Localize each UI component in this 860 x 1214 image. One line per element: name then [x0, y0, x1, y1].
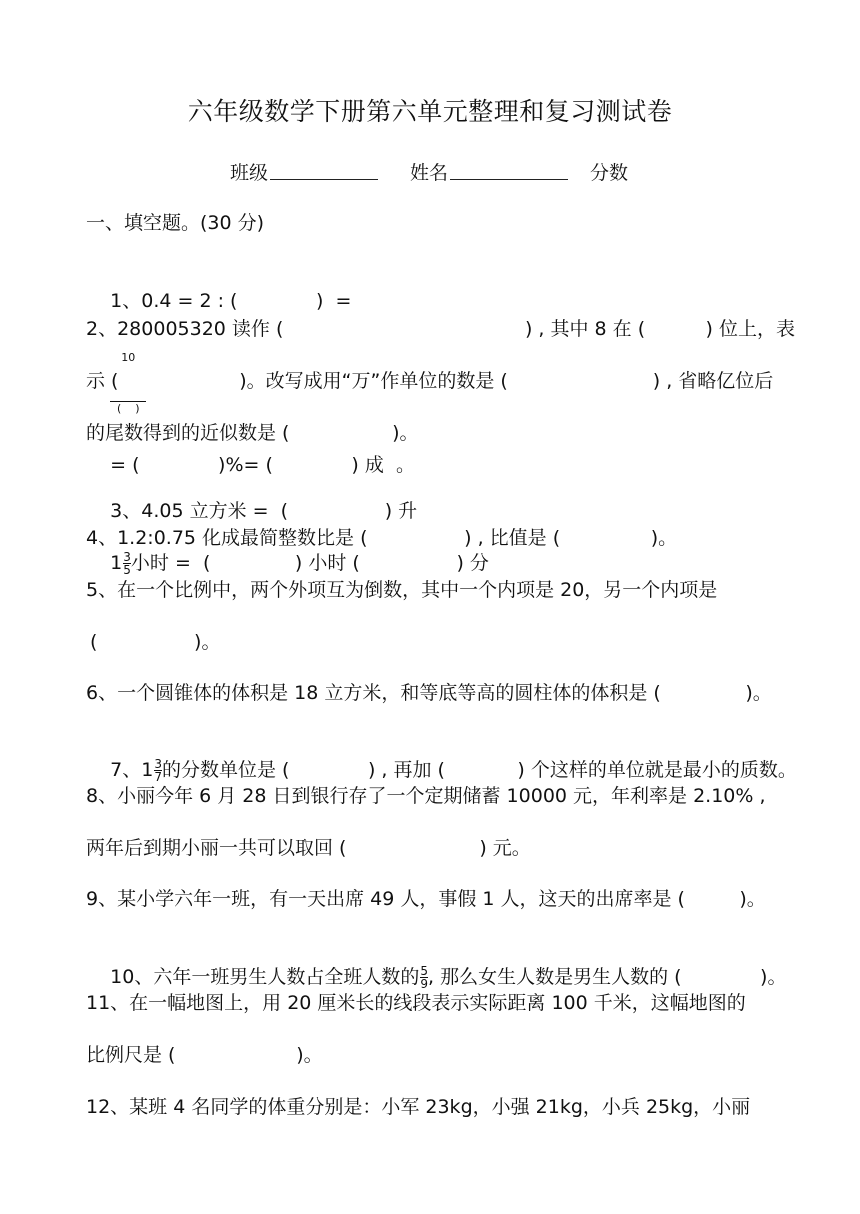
question-12: 12、某班 4 名同学的体重分别是：小军 23kg，小强 21kg，小兵 25kg，小丽	[86, 1096, 751, 1118]
question-6: 6、一个圆锥体的体积是 18 立方米，和等底等高的圆柱体的体积是 ( )。	[86, 682, 772, 704]
q3-frac-numerator: 3	[123, 550, 131, 564]
question-5-line-2: ( )。	[90, 631, 221, 653]
q7-part-b: 的分数单位是 ( ) , 再加 ( ) 个这样的单位就是最小的质数。	[162, 759, 797, 781]
q3-frac-denominator: 5	[123, 563, 131, 577]
section-heading: 一、填空题。(30 分)	[86, 212, 265, 234]
q10-fraction	[420, 965, 428, 990]
name-blank[interactable]	[450, 158, 568, 180]
question-2-line-2: 示 ( )。改写成用“万”作单位的数是 ( ) , 省略亿位后	[86, 370, 774, 392]
q10-part-a: 10、六年一班男生人数占全班人数的	[110, 966, 420, 988]
q3-part-b: 小时 = ( ) 小时 ( ) 分	[130, 552, 489, 574]
question-5-line-1: 5、在一个比例中，两个外项互为倒数，其中一个内项是 20，另一个内项是	[86, 579, 718, 601]
q1-frac-numerator: 10	[121, 351, 136, 364]
name-label: 姓名	[410, 162, 449, 184]
question-4: 4、1.2:0.75 化成最简整数比是 ( ) , 比值是 ( )。	[86, 527, 678, 549]
class-blank[interactable]	[270, 158, 378, 180]
question-8-line-1: 8、小丽今年 6 月 28 日到银行存了一个定期储蓄 10000 元，年利率是 2.10% ,	[86, 785, 766, 807]
question-11-line-2: 比例尺是 ( )。	[86, 1044, 323, 1066]
q1-part-a: 1、0.4 = 2 : ( ) =	[110, 290, 352, 312]
question-8-line-2: 两年后到期小丽一共可以取回 ( ) 元。	[86, 837, 531, 859]
question-2-line-3: 的尾数得到的近似数是 ( )。	[86, 422, 419, 444]
q7-frac-denominator: 7	[154, 770, 162, 784]
q10-frac-numerator: 5	[420, 964, 428, 978]
q7-part-a: 7、1	[110, 759, 154, 781]
q3-part-a: 3、4.05 立方米 = ( ) 升	[110, 500, 418, 522]
q7-fraction	[154, 758, 162, 783]
question-2-line-1: 2、280005320 读作 ( ) , 其中 8 在 ( ) 位上，表	[86, 318, 795, 340]
score-label: 分数	[590, 162, 629, 184]
class-label: 班级	[230, 162, 269, 184]
question-9: 9、某小学六年一班，有一天出席 49 人，事假 1 人，这天的出席率是 ( )。	[86, 888, 766, 910]
question-11-line-1: 11、在一幅地图上，用 20 厘米长的线段表示实际距离 100 千米，这幅地图的	[86, 992, 746, 1014]
q1-part-b: = ( )%= ( ) 成 。	[110, 454, 415, 476]
q1-frac-denominator: ( )	[110, 401, 146, 414]
q3-whole: 1	[110, 552, 123, 574]
q7-frac-numerator: 3	[154, 757, 162, 771]
q10-frac-denominator: 9	[420, 977, 428, 991]
q10-part-b: , 那么女生人数是男生人数的 ( )。	[428, 966, 787, 988]
q3-fraction	[123, 551, 131, 576]
page-title: 六年级数学下册第六单元整理和复习测试卷	[187, 97, 673, 126]
